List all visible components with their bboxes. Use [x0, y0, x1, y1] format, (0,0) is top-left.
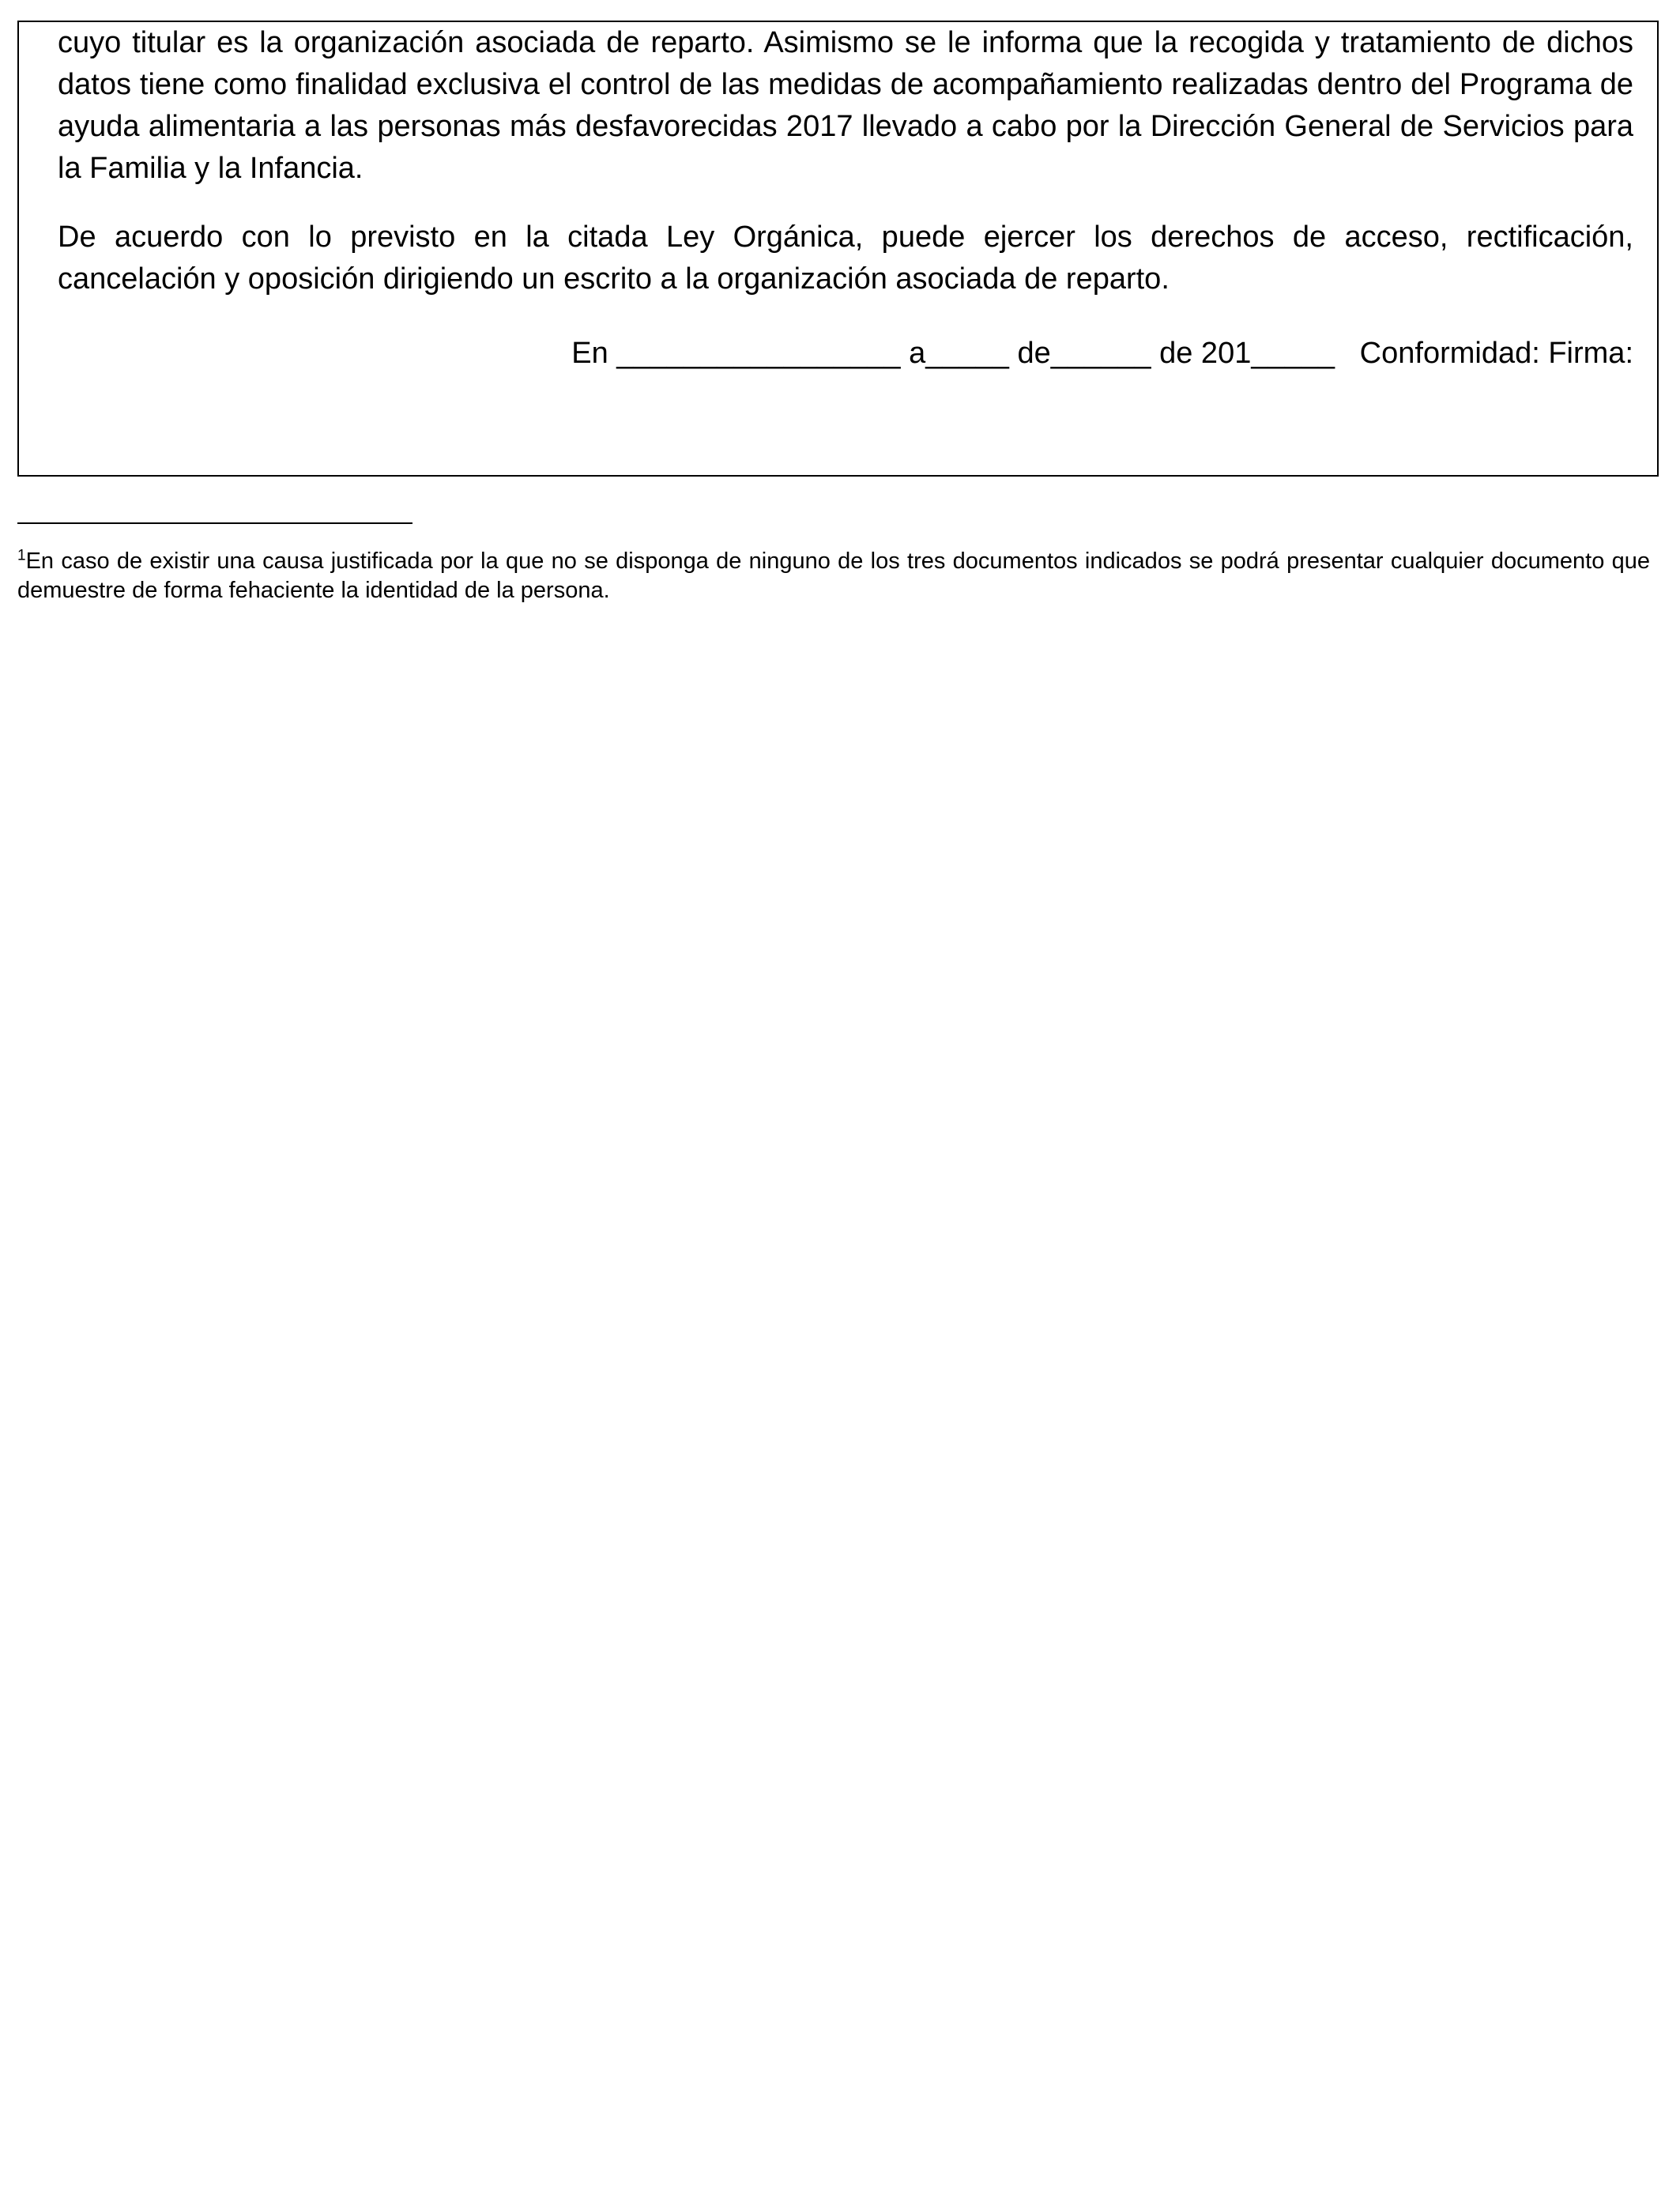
footnote-separator: [17, 522, 412, 524]
data-protection-paragraph: cuyo titular es la organización asociada de reparto. Asimismo se le informa que la recogida y tratamiento de dichos datos tiene como finalidad exclusiva el control de las medidas de acompañamiento realizadas dentro del Programa de ayuda alimentaria a las personas más desfavorecidas 2017 llevado a cabo por la Dirección General de Servicios para la Familia y la Infancia.: [58, 26, 1633, 185]
rights-paragraph: De acuerdo con lo previsto en la citada Ley Orgánica, puede ejercer los derechos de acceso, rectificación, cancelación y oposición dirigiendo un escrito a la organización asociada de reparto.: [58, 221, 1633, 296]
footnote-marker: 1: [17, 547, 26, 564]
signature-line: En _________________ a_____ de______ de 201_____ Conformidad: Firma:: [571, 337, 1633, 370]
footnote-text: En caso de existir una causa justificada por la que no se disponga de ninguno de los tres documentos indicados se podrá presentar cualquier documento que demuestre de forma fehaciente la identidad de la persona.: [17, 548, 1650, 603]
footnote: [17, 547, 1650, 605]
consent-frame: [17, 21, 1659, 477]
